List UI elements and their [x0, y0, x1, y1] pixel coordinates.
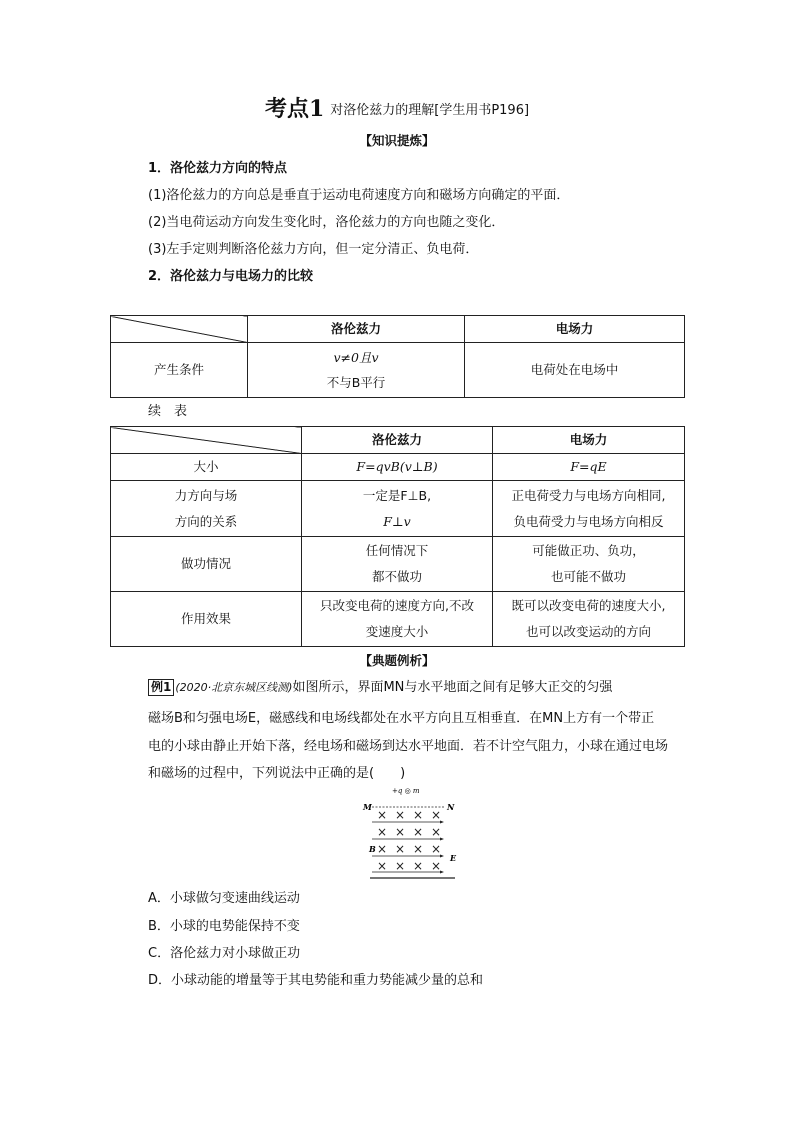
comparison-table-2 — [110, 426, 685, 647]
table1-row-label: 产生条件 — [111, 343, 248, 398]
cell-line1: 正电荷受力与电场方向相同, — [511, 487, 666, 503]
row-label-line2: 方向的关系 — [174, 513, 238, 529]
table2-row — [111, 537, 685, 592]
heading-number: 考点1 — [264, 96, 325, 122]
table2-electric-cell — [493, 592, 685, 647]
cell-line1: 只改变电荷的速度方向,不改 — [320, 598, 474, 613]
b-field-crosses — [377, 808, 441, 873]
cross-mark: × — [377, 842, 388, 856]
table1-electric-cell: 电荷处在电场中 — [465, 343, 685, 398]
field-diagram — [360, 782, 470, 882]
table2-header-lorentz: 洛伦兹力 — [302, 427, 493, 454]
cell-line1: 既可以改变电荷的速度大小, — [511, 598, 666, 613]
item1-title: 1．洛伦兹力方向的特点 — [148, 161, 288, 176]
cell-line1: 任何情况下 — [365, 543, 429, 558]
table2-lorentz-cell — [302, 537, 493, 592]
table2-lorentz-cell — [302, 481, 493, 537]
n-label: N — [447, 802, 455, 812]
example-line-4: 和磁场的过程中，下列说法中正确的是( ) — [148, 766, 406, 781]
point-1: (1)洛伦兹力的方向总是垂直于运动电荷速度方向和磁场方向确定的平面． — [148, 188, 570, 203]
table1-lorentz-cell — [248, 343, 465, 398]
table2-lorentz-cell: F=qvB(v⊥B) — [302, 454, 493, 481]
table2-row-label: 作用效果 — [111, 592, 302, 647]
option-a: A．小球做匀变速曲线运动 — [148, 891, 300, 906]
example-line-2: 磁场B和匀强电场E，磁感线和电场线都处在水平方向且互相垂直．在MN上方有一个带正 — [148, 711, 655, 726]
example-line-3: 电的小球由静止开始下落，经电场和磁场到达水平地面．若不计空气阻力，小球在通过电场 — [148, 739, 669, 754]
cross-mark: × — [413, 808, 424, 822]
cross-mark: × — [413, 825, 424, 839]
example-label: 【典题例析】 — [359, 653, 435, 668]
cell-line1: 一定是F⊥B, — [362, 487, 432, 503]
point-2: (2)当电荷运动方向发生变化时，洛伦兹力的方向也随之变化． — [148, 215, 505, 230]
cell-line2: 都不做功 — [371, 569, 422, 584]
cross-mark: × — [431, 842, 442, 856]
cell-line2: F⊥v — [383, 513, 411, 529]
table2-row — [111, 592, 685, 647]
cross-mark: × — [377, 825, 388, 839]
table2-header-electric: 电场力 — [493, 427, 685, 454]
cross-mark: × — [431, 825, 442, 839]
heading-title: 对洛伦兹力的理解[学生用书P196] — [330, 103, 530, 118]
table2-row-label — [111, 481, 302, 537]
table2-row — [111, 454, 685, 481]
cross-mark: × — [395, 808, 406, 822]
cross-mark: × — [377, 808, 388, 822]
table2-electric-cell — [493, 537, 685, 592]
cell-line2: 变速度大小 — [365, 624, 429, 639]
cross-mark: × — [431, 808, 442, 822]
cross-mark: × — [395, 842, 406, 856]
example-line-1 — [148, 676, 612, 696]
table2-row-label: 做功情况 — [111, 537, 302, 592]
cell-line2: 负电荷受力与电场方向相反 — [513, 513, 664, 529]
table1-corner — [111, 316, 248, 343]
example-tag: 例1 — [148, 679, 174, 696]
m-label: M — [363, 802, 372, 812]
cell-line1: 可能做正功、负功， — [532, 543, 645, 558]
table2-row — [111, 481, 685, 537]
ball-label: +q ◎ m — [392, 787, 420, 795]
cross-mark: × — [395, 859, 406, 873]
comparison-table-1 — [110, 315, 685, 398]
row-label-line1: 力方向与场 — [174, 487, 238, 503]
example-text-1: 如图所示，界面MN与水平地面之间有足够大正交的匀强 — [292, 680, 613, 695]
cross-mark: × — [431, 859, 442, 873]
cell-line2: 也可以改变运动的方向 — [525, 624, 651, 639]
table2-electric-cell — [493, 481, 685, 537]
item2-title: 2．洛伦兹力与电场力的比较 — [148, 269, 314, 284]
option-c: C．洛伦兹力对小球做正功 — [148, 946, 301, 961]
cell-line2: 也可能不做功 — [550, 569, 626, 584]
table2-corner — [111, 427, 302, 454]
continued-label: 续 表 — [148, 404, 188, 419]
table2-row-label: 大小 — [111, 454, 302, 481]
e-label: E — [450, 853, 457, 863]
cross-mark: × — [395, 825, 406, 839]
table1-header-electric: 电场力 — [465, 316, 685, 343]
option-d: D．小球动能的增量等于其电势能和重力势能减少量的总和 — [148, 973, 484, 988]
knowledge-label: 【知识提炼】 — [359, 133, 435, 148]
table1-lorentz-line2: 不与B平行 — [326, 375, 386, 390]
cross-mark: × — [377, 859, 388, 873]
cross-mark: × — [413, 859, 424, 873]
table2-lorentz-cell — [302, 592, 493, 647]
option-b: B．小球的电势能保持不变 — [148, 919, 300, 934]
section-heading — [0, 92, 794, 123]
point-3: (3)左手定则判断洛伦兹力方向，但一定分清正、负电荷． — [148, 242, 479, 257]
table1-lorentz-line1: v≠0且v — [333, 350, 379, 365]
table1-header-lorentz: 洛伦兹力 — [248, 316, 465, 343]
b-label: B — [369, 844, 376, 854]
table2-electric-cell: F=qE — [493, 454, 685, 481]
example-source: (2020·北京东城区线测) — [175, 681, 293, 694]
cross-mark: × — [413, 842, 424, 856]
